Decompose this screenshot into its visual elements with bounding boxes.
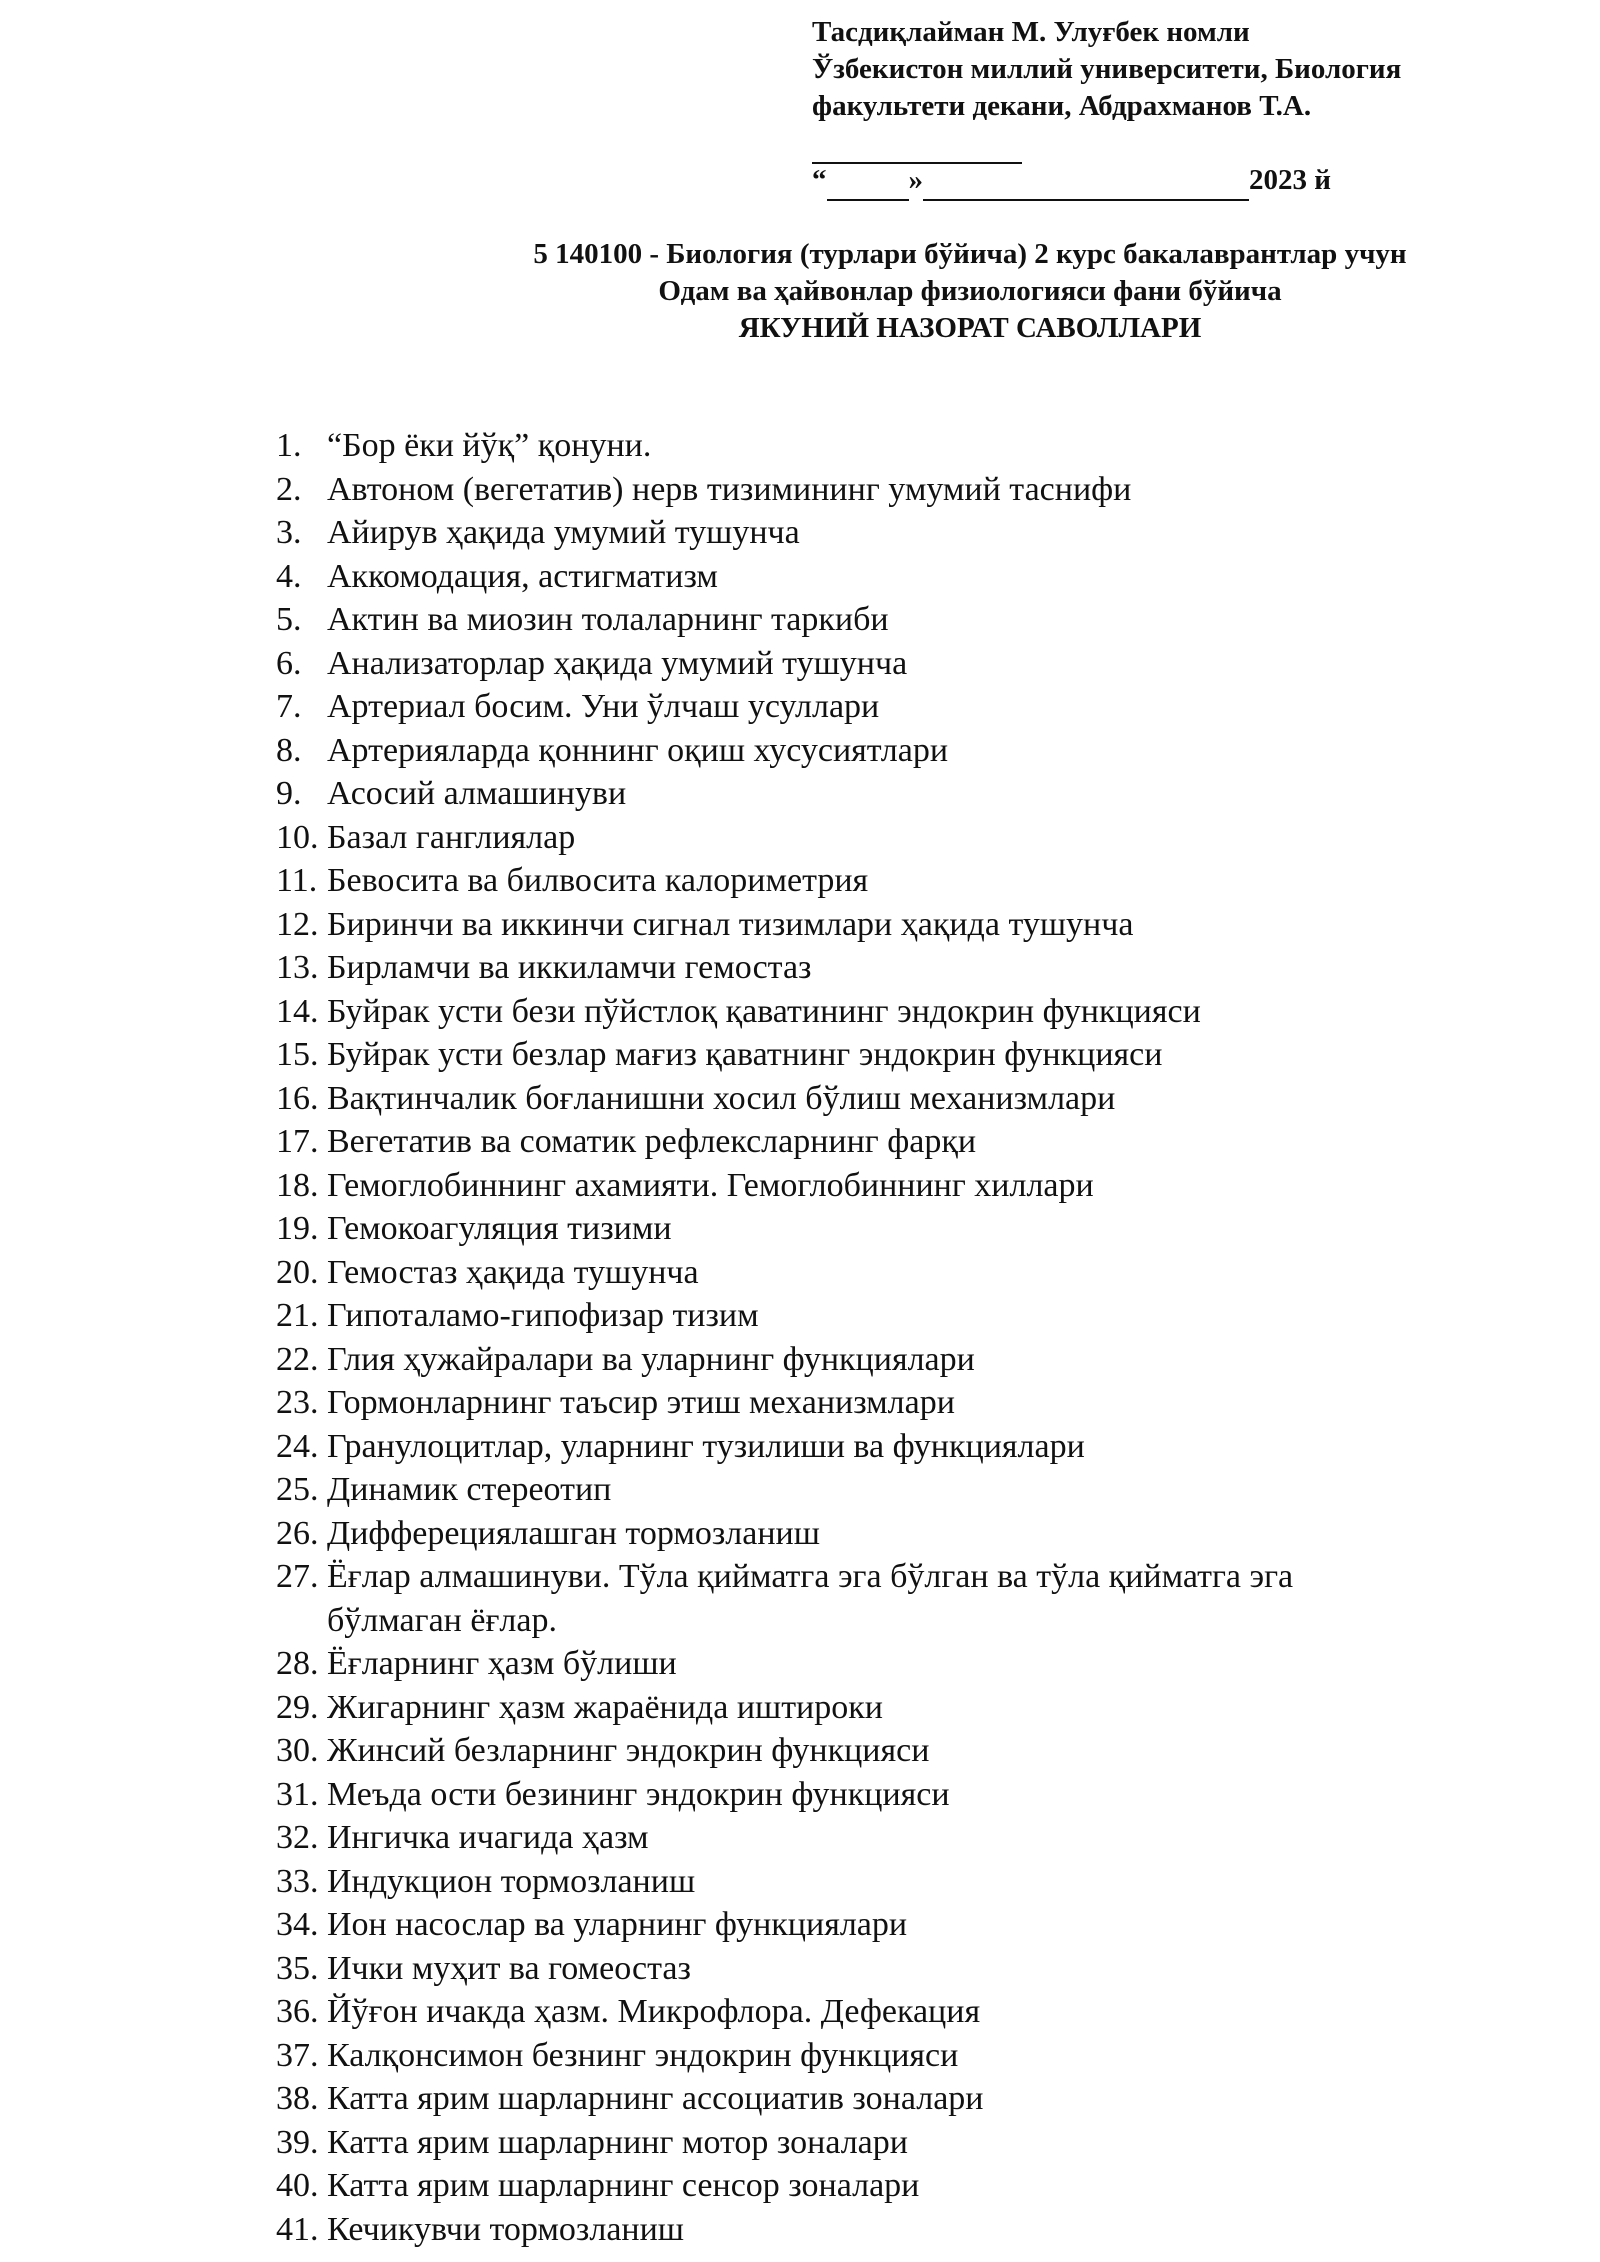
question-text: Анализаторлар ҳақида умумий тушунча: [327, 644, 908, 682]
date-open-quote: “: [812, 164, 827, 196]
question-number: 18.: [276, 1166, 319, 1204]
date-year: 2023 й: [1249, 164, 1331, 196]
question-item: [276, 1207, 1436, 1251]
question-text: Базал ганглиялар: [327, 818, 576, 856]
question-item: [276, 2077, 1436, 2121]
question-text: Биринчи ва иккинчи сигнал тизимлари ҳақида тушунча: [327, 905, 1134, 943]
question-item: [276, 1903, 1436, 1947]
question-item: [276, 1164, 1436, 1208]
question-number: 7.: [276, 688, 302, 725]
question-item: [276, 1033, 1436, 1077]
question-item: [276, 2121, 1436, 2165]
date-close-quote: »: [908, 164, 923, 196]
question-number: 1.: [276, 427, 302, 464]
question-item: [276, 1338, 1436, 1382]
approval-date-line: [812, 162, 1512, 201]
question-number: 14.: [276, 992, 319, 1030]
question-text: Актин ва миозин толаларнинг таркиби: [327, 601, 889, 638]
question-item: [276, 1990, 1436, 2034]
question-number: 36.: [276, 1993, 319, 2030]
question-number: 6.: [276, 644, 302, 682]
question-text: Буйрак усти бези пўйстлоқ қаватининг эндокрин функцияси: [327, 992, 1201, 1030]
question-item: [276, 1294, 1436, 1338]
question-text: Вақтинчалик боғланишни хосил бўлиш механизмлари: [327, 1079, 1116, 1117]
question-number: 12.: [276, 905, 319, 943]
question-item: [276, 685, 1436, 729]
question-text: Кечикувчи тормозланиш: [327, 2210, 684, 2248]
question-text: Динамик стереотип: [327, 1471, 612, 1508]
question-item: [276, 1425, 1436, 1469]
question-number: 39.: [276, 2123, 319, 2161]
question-number: 31.: [276, 1775, 319, 1813]
document-heading: [0, 236, 1600, 347]
question-text: Ички муҳит ва гомеостаз: [327, 1949, 691, 1987]
heading-title: ЯКУНИЙ НАЗОРАТ САВОЛЛАРИ: [738, 312, 1202, 344]
question-number: 23.: [276, 1384, 319, 1421]
question-number: 3.: [276, 514, 302, 551]
question-text: Ион насослар ва уларнинг функциялари: [327, 1906, 908, 1943]
approval-line-3: факультети декани, Абдрахманов Т.А.: [812, 90, 1312, 122]
question-item: [276, 903, 1436, 947]
question-number: 4.: [276, 557, 302, 595]
question-text: Глия ҳужайралари ва уларнинг функциялари: [327, 1340, 975, 1378]
question-text: Айирув ҳақида умумий тушунча: [327, 514, 800, 551]
question-item: [276, 511, 1436, 555]
question-number: 16.: [276, 1079, 319, 1117]
question-number: 19.: [276, 1210, 319, 1247]
question-number: 30.: [276, 1732, 319, 1769]
question-text: “Бор ёки йўқ” қонуни.: [327, 427, 652, 464]
question-item: [276, 2034, 1436, 2078]
question-text: Буйрак усти безлар мағиз қаватнинг эндокрин функцияси: [327, 1036, 1163, 1073]
question-list: [276, 424, 1436, 2251]
signature-line: [812, 125, 1512, 162]
approval-line-2: Ўзбекистон миллий университети, Биология: [812, 53, 1402, 85]
question-text: Жигарнинг ҳазм жараёнида иштироки: [327, 1688, 883, 1726]
question-number: 37.: [276, 2036, 319, 2074]
question-number: 32.: [276, 1819, 319, 1856]
question-item: [276, 2164, 1436, 2208]
heading-line-1: 5 140100 - Биология (турлари бўйича) 2 курс бакалаврантлар учун: [533, 238, 1407, 270]
question-number: 13.: [276, 949, 319, 986]
question-text: Калқонсимон безнинг эндокрин функцияси: [327, 2036, 959, 2074]
question-text: Бирламчи ва иккиламчи гемостаз: [327, 949, 812, 986]
question-item: [276, 1555, 1436, 1642]
question-number: 24.: [276, 1427, 319, 1465]
question-text: Гемоглобиннинг ахамияти. Гемоглобиннинг хиллари: [327, 1166, 1094, 1204]
question-item: [276, 1947, 1436, 1991]
question-number: 9.: [276, 775, 302, 812]
question-text: Меъда ости безининг эндокрин функцияси: [327, 1775, 950, 1813]
question-number: 5.: [276, 601, 302, 638]
question-item: [276, 468, 1436, 512]
question-number: 33.: [276, 1862, 319, 1900]
question-text: Бевосита ва билвосита калориметрия: [327, 862, 869, 899]
question-item: [276, 598, 1436, 642]
question-text: Ёғларнинг ҳазм бўлиши: [327, 1645, 677, 1682]
question-number: 40.: [276, 2167, 319, 2204]
question-text: Гипоталамо-гипофизар тизим: [327, 1297, 759, 1334]
question-text: Гемокоагуляция тизими: [327, 1210, 672, 1247]
question-item: [276, 946, 1436, 990]
question-number: 11.: [276, 862, 318, 899]
question-number: 17.: [276, 1123, 319, 1160]
question-text: Вегетатив ва соматик рефлексларнинг фарқи: [327, 1123, 977, 1160]
question-item: [276, 1251, 1436, 1295]
question-number: 25.: [276, 1471, 319, 1508]
question-item: [276, 555, 1436, 599]
question-number: 21.: [276, 1297, 319, 1334]
approval-block: [812, 14, 1512, 201]
question-text: Гормонларнинг таъсир этиш механизмлари: [327, 1384, 955, 1421]
question-number: 26.: [276, 1514, 319, 1552]
question-text: Катта ярим шарларнинг мотор зоналари: [327, 2123, 908, 2161]
question-number: 34.: [276, 1906, 319, 1943]
question-item: [276, 1381, 1436, 1425]
date-month-rule: [923, 162, 1249, 201]
question-item: [276, 1686, 1436, 1730]
question-number: 28.: [276, 1645, 319, 1682]
question-item: [276, 816, 1436, 860]
question-text: Гранулоцитлар, уларнинг тузилиши ва функциялари: [327, 1427, 1085, 1465]
question-item: [276, 1773, 1436, 1817]
question-text: Катта ярим шарларнинг ассоциатив зоналари: [327, 2080, 984, 2117]
question-item: [276, 1077, 1436, 1121]
question-text: Ёғлар алмашинуви. Тўла қийматга эга бўлган ва тўла қийматга эга бўлмаган ёғлар.: [327, 1558, 1294, 1639]
question-number: 15.: [276, 1036, 319, 1073]
question-number: 2.: [276, 470, 302, 508]
question-number: 22.: [276, 1340, 319, 1378]
question-item: [276, 1512, 1436, 1556]
question-item: [276, 772, 1436, 816]
date-day-rule: [827, 162, 909, 201]
question-text: Автоном (вегетатив) нерв тизимининг умумий таснифи: [327, 470, 1132, 508]
question-text: Йўғон ичакда ҳазм. Микрофлора. Дефекация: [327, 1993, 981, 2030]
question-item: [276, 642, 1436, 686]
question-number: 10.: [276, 818, 319, 856]
question-item: [276, 1816, 1436, 1860]
heading-line-2: Одам ва ҳайвонлар физиологияси фани бўйича: [658, 275, 1282, 307]
question-item: [276, 990, 1436, 1034]
question-item: [276, 1120, 1436, 1164]
question-text: Жинсий безларнинг эндокрин функцияси: [327, 1732, 930, 1769]
question-item: [276, 2208, 1436, 2252]
question-number: 41.: [276, 2210, 319, 2248]
question-text: Катта ярим шарларнинг сенсор зоналари: [327, 2167, 920, 2204]
question-number: 20.: [276, 1253, 319, 1291]
question-number: 29.: [276, 1688, 319, 1726]
question-text: Артериал босим. Уни ўлчаш усуллари: [327, 688, 880, 725]
question-number: 35.: [276, 1949, 319, 1987]
question-number: 27.: [276, 1558, 319, 1595]
question-text: Аккомодация, астигматизм: [327, 557, 718, 595]
question-text: Дифферециялашган тормозланиш: [327, 1514, 820, 1552]
question-text: Асосий алмашинуви: [327, 775, 627, 812]
question-number: 38.: [276, 2080, 319, 2117]
approval-line-1: Тасдиқлайман М. Улуғбек номли: [812, 16, 1250, 48]
question-text: Ингичка ичагида ҳазм: [327, 1819, 649, 1856]
question-number: 8.: [276, 731, 302, 769]
signature-rule: [812, 125, 1022, 164]
question-item: [276, 424, 1436, 468]
question-item: [276, 1860, 1436, 1904]
question-item: [276, 859, 1436, 903]
question-item: [276, 1468, 1436, 1512]
question-text: Артерияларда қоннинг оқиш хусусиятлари: [327, 731, 949, 769]
question-text: Гемостаз ҳақида тушунча: [327, 1253, 699, 1291]
question-text: Индукцион тормозланиш: [327, 1862, 696, 1900]
question-item: [276, 729, 1436, 773]
question-item: [276, 1642, 1436, 1686]
question-item: [276, 1729, 1436, 1773]
